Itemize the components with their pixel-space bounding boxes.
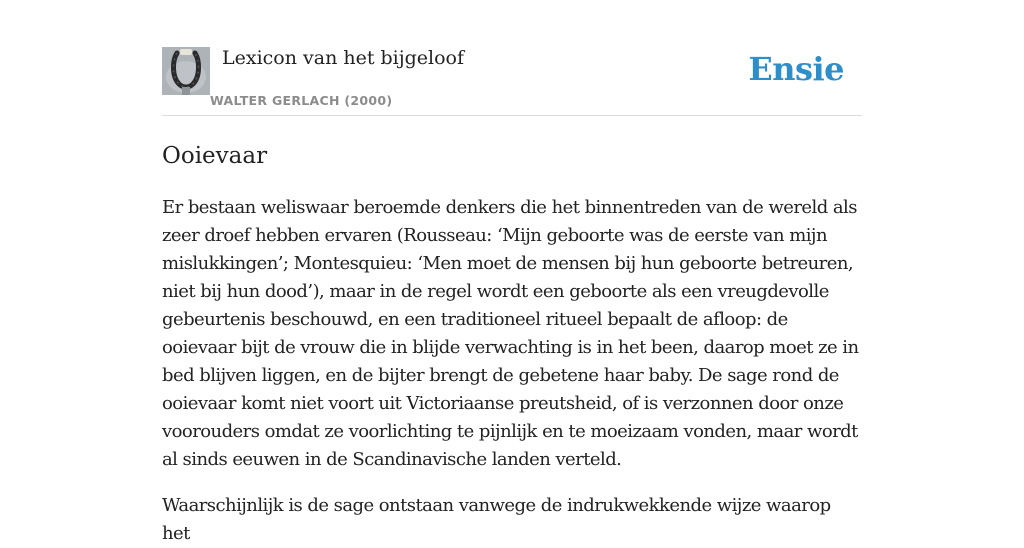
entry-paragraph: Waarschijnlijk is de sage ontstaan vanwege de indrukwekkende wijze waarop het [162,495,831,544]
book-avatar[interactable] [162,47,210,95]
horseshoe-icon [162,47,210,95]
ensie-logo-link[interactable]: Ensie [748,50,844,88]
entry-title: Ooievaar [162,143,268,169]
article-container [162,0,862,548]
book-author: WALTER GERLACH (2000) [210,93,393,108]
entry-paragraph: Er bestaan weliswaar beroemde denkers die het binnentreden van de wereld als zeer droef hebben ervaren (Rousseau: ‘Mijn geboorte was de eerste van mijn mislukkingen’; Montesquieu: ‘Men moet de mensen bij hun geboorte betreuren, niet bij hun dood’), maar in de regel wordt een geboorte als een vreugdevolle gebeurtenis beschouwd, en een traditioneel ritueel bepaalt de afloop: de ooievaar bijt de vrouw die in blijde verwachting is in het been, daarop moet ze in bed blijven liggen, en de bijter brengt de gebetene haar baby. De sage rond de ooievaar komt niet voort uit Victoriaanse preutsheid, of is verzonnen door onze voorouders omdat ze voorlichting te pijnlijk en te moeizaam vonden, maar wordt al sinds eeuwen in de Scandinavische landen verteld. [162,197,859,470]
entry-body [162,194,862,548]
book-title-link[interactable]: Lexicon van het bijgeloof [222,47,465,69]
book-header [162,0,862,116]
